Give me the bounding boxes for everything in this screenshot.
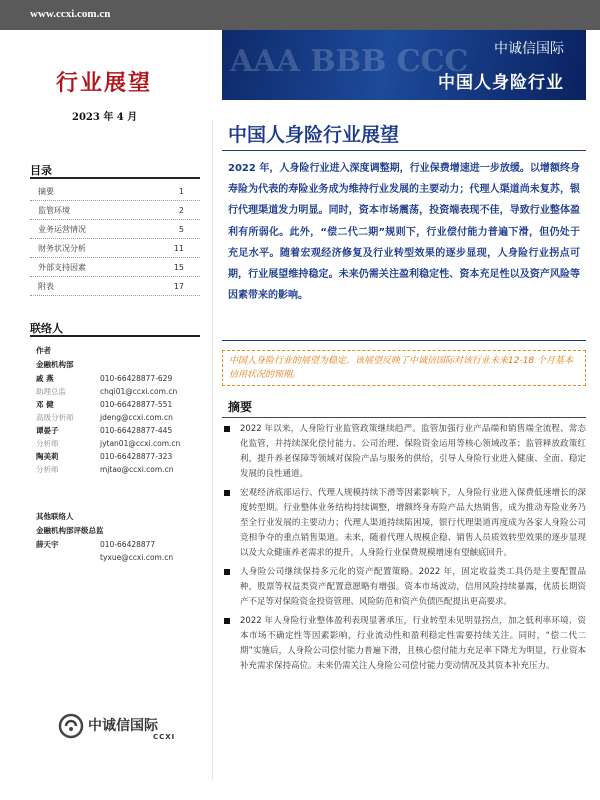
left-column [0, 30, 212, 800]
contact-row: 戚 燕 010-66428877-629 [36, 374, 173, 383]
summary-divider [222, 417, 586, 418]
banner-industry: 中国人身险行业 [438, 73, 564, 93]
company-logo [58, 709, 198, 749]
page-title: 中国人身险行业展望 [228, 124, 400, 146]
contact-row: 谭晏子 010-66428877-445 [36, 426, 173, 435]
contact-row[interactable]: tyxue@ccxi.com.cn [100, 553, 174, 562]
logo-chinese-name: 中诚信国际 [88, 718, 158, 734]
other-contacts-label: 其他联络人 [36, 512, 74, 521]
toc-item[interactable]: 外部支持因素 15 [30, 258, 200, 277]
column-divider [212, 120, 213, 780]
contact-row[interactable]: 分析师 mjtao@ccxi.com.cn [36, 465, 174, 474]
contact-row: 邓 健 010-66428877-551 [36, 400, 173, 409]
contact-row: 陶美莉 010-66428877-323 [36, 452, 173, 461]
summary-title: 摘要 [228, 400, 253, 414]
toc-divider [30, 177, 200, 179]
bullet-icon [222, 486, 240, 561]
outlook-callout: 中国人身险行业的展望为稳定。该展望反映了中诚信国际对该行业未来12-18 个月基本信用状况的预期。 [222, 350, 586, 386]
top-bar [0, 0, 600, 30]
bullet-icon [222, 422, 240, 482]
intro-paragraph: 2022 年，人身险行业进入深度调整期，行业保费增速进一步放缓。以增额终身寿险为代表的寿险业务成为维持行业发展的主要动力；代理人渠道尚未复苏，银行代理渠道发力明显。同时，资本市场震荡，投资端表现不佳，导致行业整体盈利有所弱化。此外，“偿二代二期”规则下，行业偿付能力普遍下滑，但仍处于充足水平。随着宏观经济修复及行业转型效果的逐步显现，人身险行业拐点可期，行业展望维持稳定。未来仍需关注盈利稳定性、资本充足性以及资产风险等因素带来的影响。 [228, 163, 580, 302]
list-item: 人身险公司继续保持多元化的资产配置策略。2022 年，固定收益类工具仍是主要配置品种，股票等权益类资产配置意愿略有增强。资本市场波动，信用风险持续暴露，优质长期资产不足等对保险资金投资管理、风险防范和资产负债匹配提出更高要求。 [222, 565, 586, 610]
contact-row[interactable]: 高级分析师 jdeng@ccxi.com.cn [36, 413, 173, 422]
contacts-title: 联络人 [30, 322, 63, 335]
intro-divider [222, 340, 586, 341]
department-label: 金融机构部评级总监 [36, 526, 104, 535]
banner-watermark: AAA BBB CCC [230, 44, 469, 79]
logo-english-name: CCXI [153, 733, 176, 741]
contacts-list [36, 344, 206, 564]
title-divider [222, 150, 586, 151]
banner-company: 中诚信国际 [494, 41, 564, 57]
document-type: 行业展望 [56, 70, 153, 96]
toc-item[interactable]: 财务状况分析 11 [30, 239, 200, 258]
summary-list [222, 422, 586, 678]
toc-item[interactable]: 摘要 1 [30, 182, 200, 201]
contact-row[interactable]: 分析师 jytan01@ccxi.com.cn [36, 439, 181, 448]
list-item: 2022 年人身险行业整体盈利表现显著承压，行业转型未见明显拐点，加之低利率环境、资本市场不确定性等因素影响，行业流动性和盈利稳定性需要持续关注。同时，“偿二代二期”实施后，人身险公司偿付能力普遍下滑，且核心偿付能力充足率下降尤为明显，行业资本补充需求保持高位。未来仍需关注人身险公司偿付能力变动情况及其资本补充压力。 [222, 614, 586, 674]
department-label: 金融机构部 [36, 360, 74, 369]
list-item: 宏观经济底部运行、代理人规模持续下滑等因素影响下，人身险行业进入保费低速增长的深度转型期。行业整体业务结构持续调整，增额终身寿险产品大热销售，成为推动寿险业务乃至全行业发展的主要动力；代理人渠道持续陷困境，银行代理渠道再度成为各家人身险公司竞相争夺的重点销售渠道。未来，随着代理人规模企稳、销售人员质效转型效果的逐步显现以及大众健康养老需求的提升，人身险行业保费规模增速有望触底回升。 [222, 486, 586, 561]
logo-mark-icon [58, 713, 84, 739]
toc-item[interactable]: 附表 17 [30, 277, 200, 296]
authors-label: 作者 [36, 346, 51, 355]
contact-row: 薛天宇 010-66428877 [36, 540, 156, 549]
contacts-divider [30, 335, 200, 337]
list-item: 2022 年以来，人身险行业监管政策继续趋严。监管加强行业产品端和销售端全流程、常态化监管，并持续深化偿付能力、公司治理、保险资金运用等核心领域改革；监管释放政策红利，提升养老保障等领域对保险产品与服务的供给，引导人身险行业进入健康、全面、稳定发展的良性通道。 [222, 422, 586, 482]
site-url[interactable]: www.ccxi.com.cn [30, 8, 111, 20]
header-banner [222, 30, 586, 100]
toc-title: 目录 [30, 164, 52, 177]
contact-row[interactable]: 助理总监 chqi01@ccxi.com.cn [36, 387, 178, 396]
bullet-icon [222, 614, 240, 674]
bullet-icon [222, 565, 240, 610]
table-of-contents [30, 182, 200, 296]
document-date: 2023 年 4 月 [72, 112, 138, 123]
toc-item[interactable]: 业务运营情况 5 [30, 220, 200, 239]
toc-item[interactable]: 监管环境 2 [30, 201, 200, 220]
